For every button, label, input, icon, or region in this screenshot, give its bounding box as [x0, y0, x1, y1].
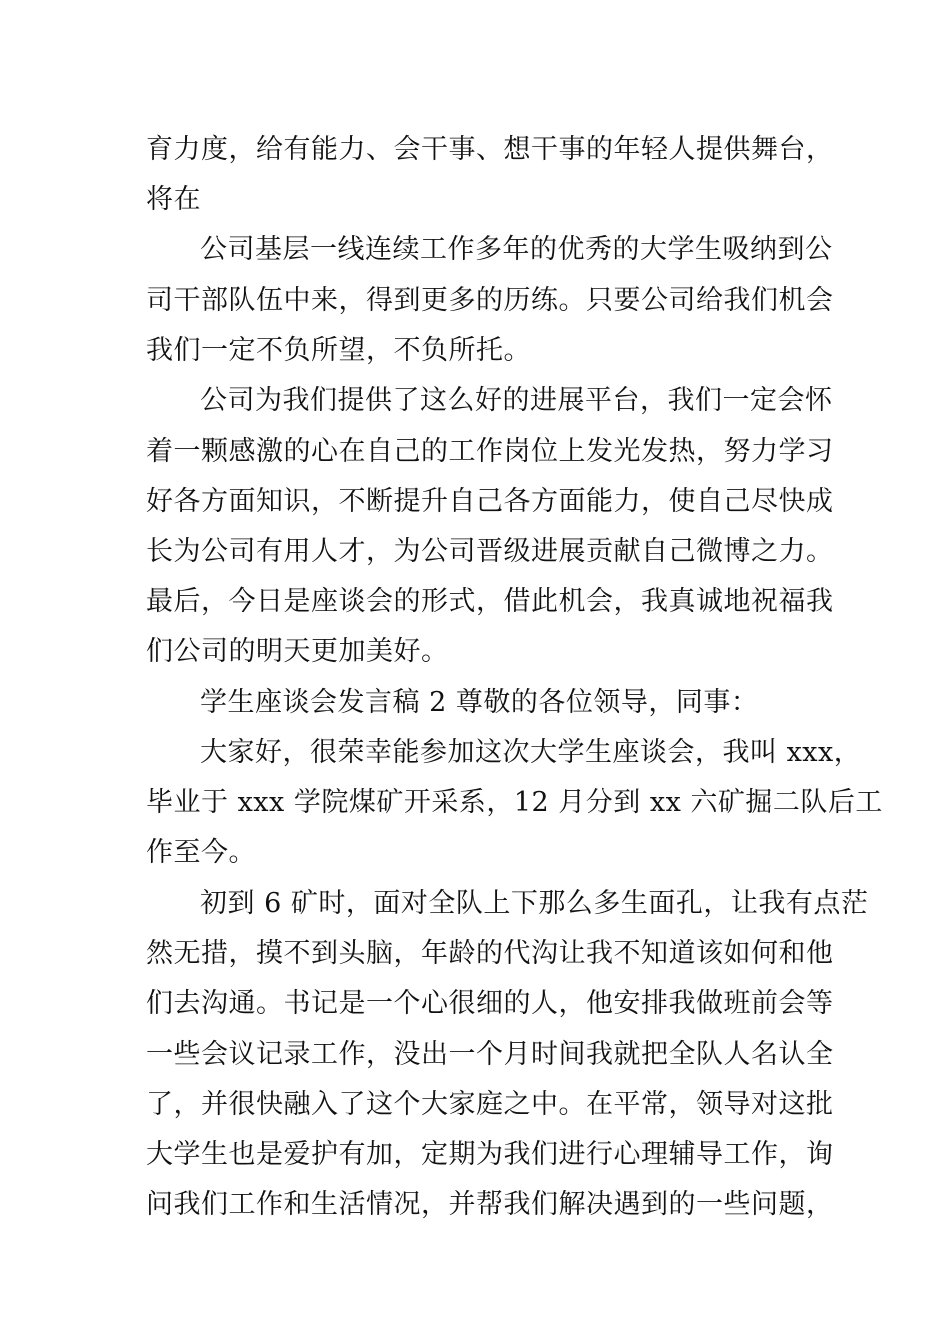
- text-line: 长为公司有用人才，为公司晋级进展贡献自己微博之力。: [146, 536, 834, 567]
- text-line: 好各方面知识，不断提升自己各方面能力，使自己尽快成: [146, 486, 834, 517]
- text-line: 然无措，摸不到头脑，年龄的代沟让我不知道该如何和他: [146, 938, 834, 969]
- text-line: 们去沟通。书记是一个心很细的人，他安排我做班前会等: [146, 988, 834, 1019]
- text-line: 公司为我们提供了这么好的进展平台，我们一定会怀: [200, 385, 833, 416]
- text-line: 将在: [146, 184, 201, 215]
- text-line: 最后，今日是座谈会的形式，借此机会，我真诚地祝福我: [146, 586, 834, 617]
- text-line: 了，并很快融入了这个大家庭之中。在平常，领导对这批: [146, 1089, 834, 1120]
- text-line: 育力度，给有能力、会干事、想干事的年轻人提供舞台，: [146, 134, 834, 165]
- text-line: 们公司的明天更加美好。: [146, 636, 449, 667]
- text-line: 毕业于 xxx 学院煤矿开采系，12 月分到 xx 六矿掘二队后工: [146, 787, 883, 818]
- text-line: 大家好，很荣幸能参加这次大学生座谈会，我叫 xxx，: [200, 737, 862, 768]
- text-line: 一些会议记录工作，没出一个月时间我就把全队人名认全: [146, 1039, 834, 1070]
- text-line: 作至今。: [146, 837, 256, 868]
- text-line: 着一颗感激的心在自己的工作岗位上发光发热，努力学习: [146, 436, 834, 467]
- text-line: 我们一定不负所望，不负所托。: [146, 335, 531, 366]
- text-line: 司干部队伍中来，得到更多的历练。只要公司给我们机会: [146, 285, 834, 316]
- text-line: 学生座谈会发言稿 2 尊敬的各位领导，同事：: [200, 687, 759, 718]
- text-line: 初到 6 矿时，面对全队上下那么多生面孔，让我有点茫: [200, 888, 869, 919]
- text-line: 大学生也是爱护有加，定期为我们进行心理辅导工作，询: [146, 1139, 834, 1170]
- text-line: 问我们工作和生活情况，并帮我们解决遇到的一些问题，: [146, 1189, 834, 1220]
- text-line: 公司基层一线连续工作多年的优秀的大学生吸纳到公: [200, 234, 833, 265]
